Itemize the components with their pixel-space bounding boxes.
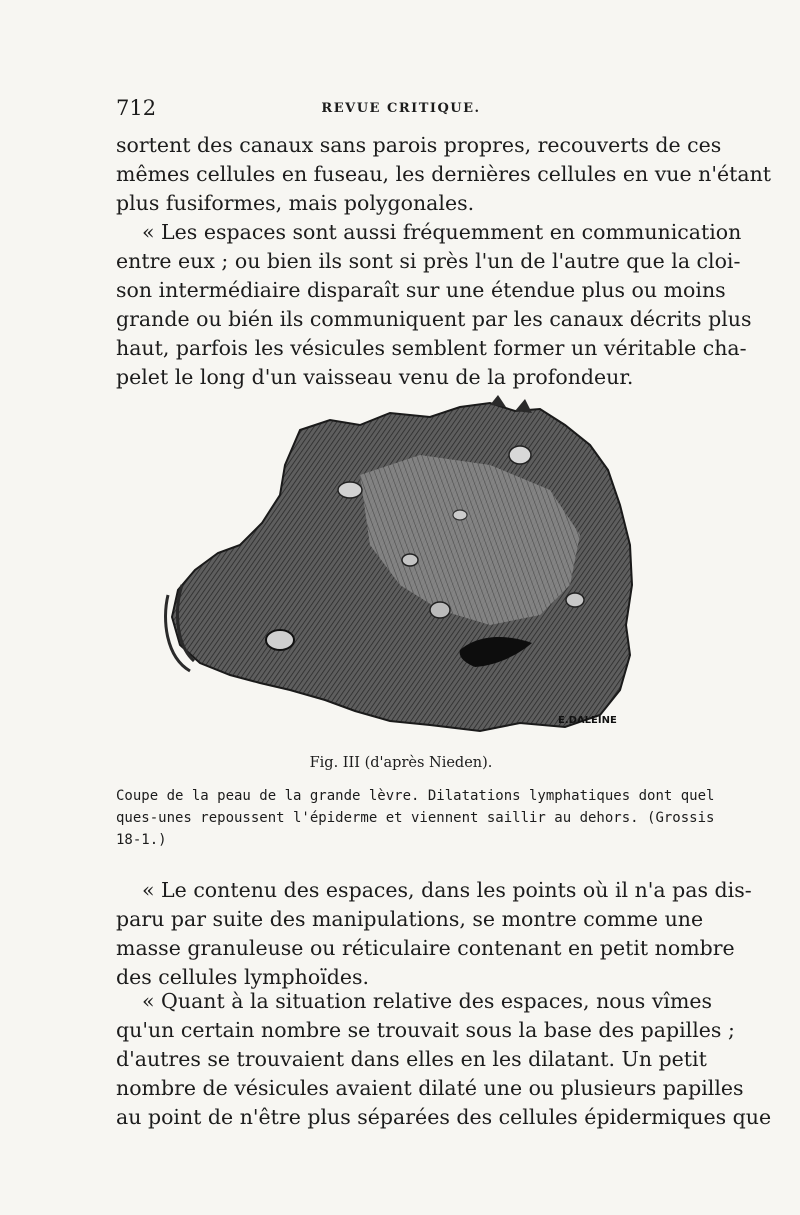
skin-section-engraving: [160, 395, 650, 740]
paragraph-2: [116, 218, 752, 392]
lymphatic-space: [509, 446, 531, 464]
figure-legend: [116, 785, 715, 851]
text-line: grande ou bién ils communiquent par les canaux décrits plus: [116, 307, 752, 331]
text-line: d'autres se trouvaient dans elles en les dilatant. Un petit: [116, 1047, 707, 1071]
paragraph-1: [116, 131, 772, 218]
page-number: 712: [116, 96, 157, 120]
lymphatic-space: [338, 482, 362, 498]
text-line: qu'un certain nombre se trouvait sous la base des papilles ;: [116, 1018, 735, 1042]
running-title: REVUE CRITIQUE.: [321, 101, 481, 116]
text-line: « Quant à la situation relative des espaces, nous vîmes: [142, 989, 713, 1013]
page-header: [116, 96, 686, 122]
text-line: entre eux ; ou bien ils sont si près l'un de l'autre que la cloi-: [116, 249, 741, 273]
text-line: pelet le long d'un vaisseau venu de la profondeur.: [116, 365, 634, 389]
lymphatic-space: [453, 510, 467, 520]
lymphatic-space: [266, 630, 294, 650]
text-line: haut, parfois les vésicules semblent former un véritable cha-: [116, 336, 747, 360]
figure-caption: Fig. III (d'après Nieden).: [309, 755, 493, 771]
text-line: « Les espaces sont aussi fréquemment en communication: [142, 220, 742, 244]
text-line: paru par suite des manipulations, se montre comme une: [116, 907, 704, 931]
text-line: plus fusiformes, mais polygonales.: [116, 191, 475, 215]
papilla: [490, 395, 506, 407]
text-line: nombre de vésicules avaient dilaté une ou plusieurs papilles: [116, 1076, 744, 1100]
text-line: des cellules lymphoïdes.: [116, 965, 370, 989]
legend-line: ques-unes repoussent l'épiderme et viennent saillir au dehors. (Grossis: [116, 810, 715, 826]
legend-line: 18-1.): [116, 832, 167, 848]
text-line: mêmes cellules en fuseau, les dernières cellules en vue n'étant: [116, 162, 772, 186]
papilla: [515, 399, 532, 413]
text-line: « Le contenu des espaces, dans les points où il n'a pas dis-: [142, 878, 752, 902]
text-line: son intermédiaire disparaît sur une étendue plus ou moins: [116, 278, 726, 302]
legend-line: Coupe de la peau de la grande lèvre. Dilatations lymphatiques dont quel: [116, 788, 715, 804]
histology-figure: [160, 395, 650, 740]
text-line: sortent des canaux sans parois propres, recouverts de ces: [116, 133, 722, 157]
paragraph-4: [116, 987, 772, 1132]
lymphatic-space: [402, 554, 418, 566]
lymphatic-space: [566, 593, 584, 607]
text-line: masse granuleuse ou réticulaire contenant en petit nombre: [116, 936, 735, 960]
lymphatic-space: [430, 602, 450, 618]
engraver-signature: E.DALEINE: [558, 715, 617, 726]
paragraph-3: [116, 876, 752, 992]
text-line: au point de n'être plus séparées des cellules épidermiques que: [116, 1105, 772, 1129]
